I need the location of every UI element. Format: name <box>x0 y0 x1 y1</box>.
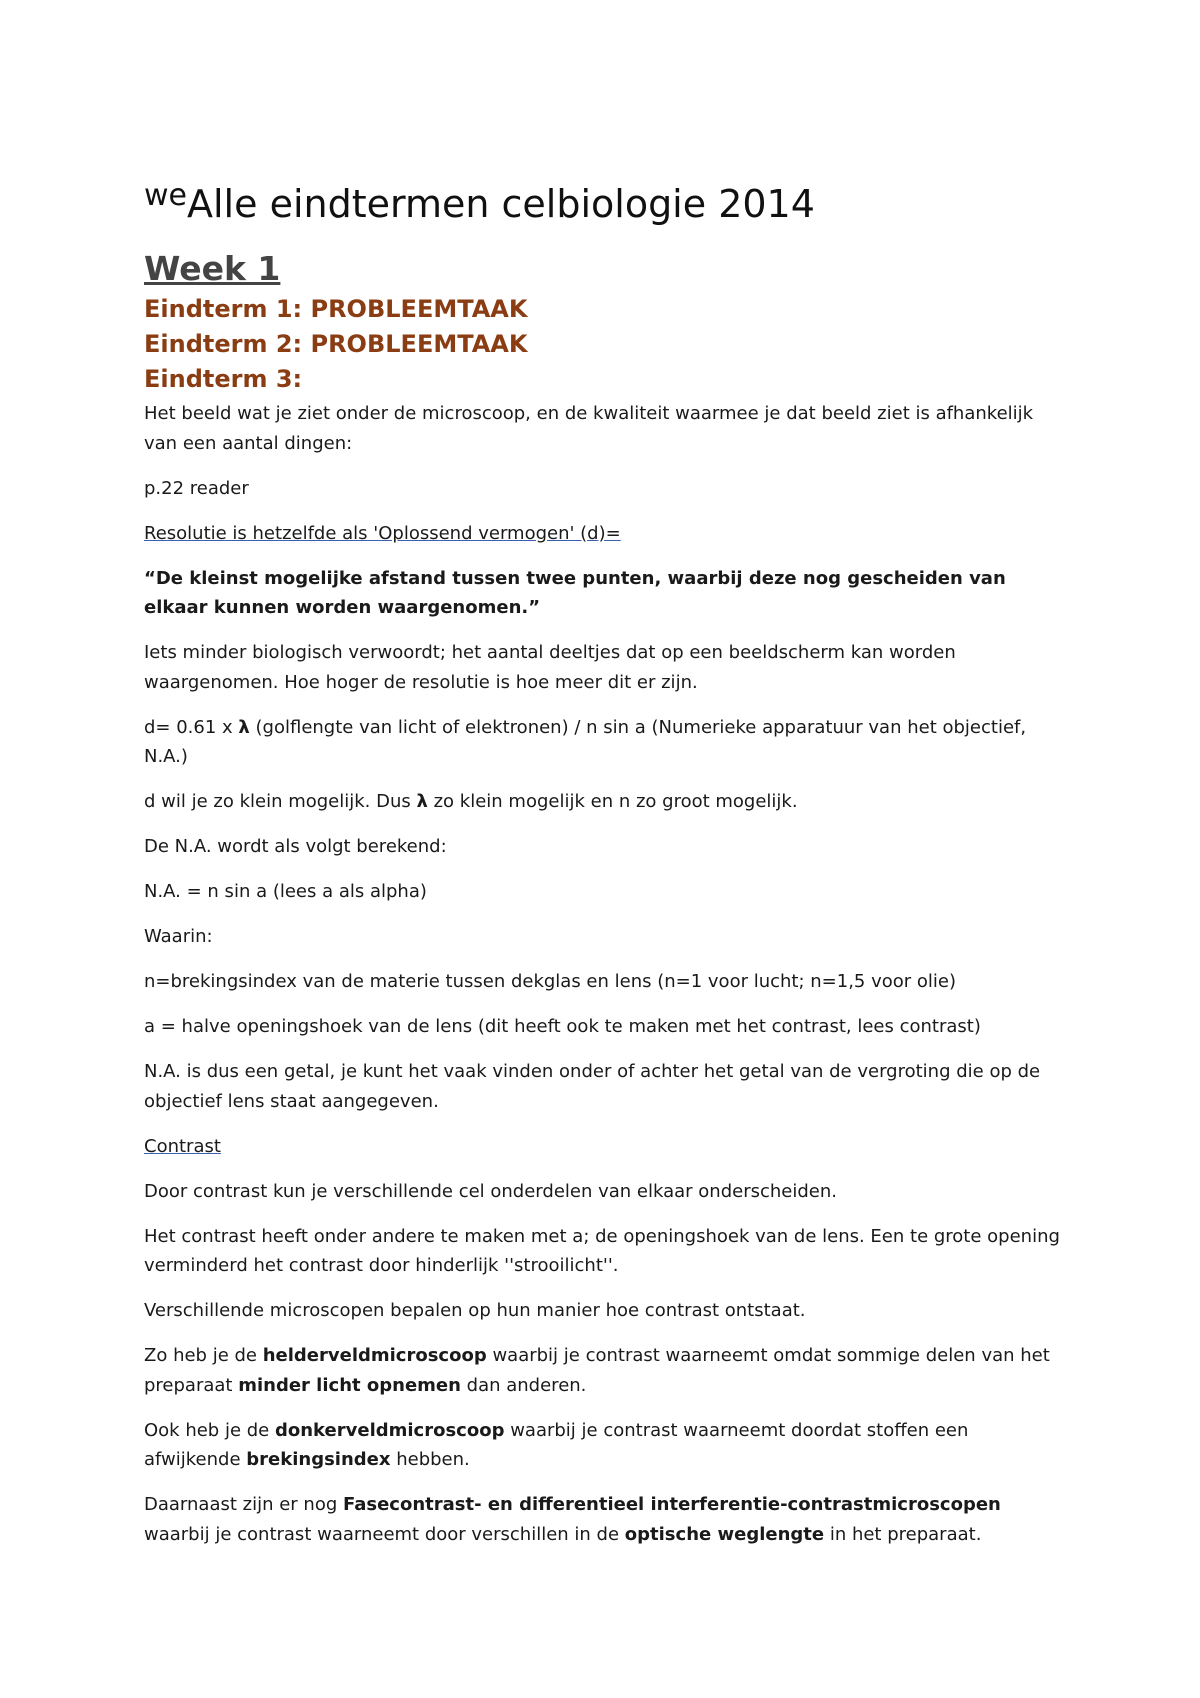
paragraph-contrast-3: Verschillende microscopen bepalen op hun manier hoe contrast ontstaat. <box>144 1300 806 1321</box>
week-heading: Week 1 <box>144 249 281 288</box>
helderveld-part-c: waarbij je contrast waarneemt omdat sommige delen van het preparaat <box>144 1345 1050 1396</box>
paragraph-brekingsindex: n=brekingsindex van de materie tussen dekglas en lens (n=1 voor lucht; n=1,5 voor olie) <box>144 971 957 992</box>
paragraph-helderveld <box>144 1341 1064 1400</box>
paragraph-openingshoek: a = halve openingshoek van de lens (dit heeft ook te maken met het contrast, lees contrast) <box>144 1016 981 1037</box>
fasecontrast-part-e: in het preparaat. <box>824 1523 982 1545</box>
eindterm-2-heading: Eindterm 2: PROBLEEMTAAK <box>144 330 528 358</box>
helderveld-bold-1: helderveldmicroscoop <box>262 1345 487 1366</box>
paragraph-contrast-1: Door contrast kun je verschillende cel onderdelen van elkaar onderscheiden. <box>144 1180 837 1202</box>
paragraph-definition <box>144 564 1064 623</box>
donkerveld-bold-2: brekingsindex <box>246 1449 391 1470</box>
eindterm-3-heading: Eindterm 3: <box>144 365 303 393</box>
lambda-symbol: λ <box>416 791 428 812</box>
formula-d-part-b: (golflengte van licht of elektronen) / n sin a (Numerieke apparatuur van het objectief, N.A.) <box>144 716 1027 767</box>
d-small-part-b: zo klein mogelijk en n zo groot mogelijk. <box>427 791 798 812</box>
donkerveld-part-c: waarbij je contrast waarneemt doordat stoffen een afwijkende <box>144 1419 969 1470</box>
helderveld-bold-2: minder licht opnemen <box>238 1374 461 1396</box>
document-body <box>144 168 1064 1565</box>
paragraph-na-intro: De N.A. wordt als volgt berekend: <box>144 836 447 857</box>
definition-bold: “De kleinst mogelijke afstand tussen twee punten, waarbij deze nog gescheiden van elkaar kunnen worden waargenomen.” <box>144 567 1006 618</box>
paragraph-waarin: Waarin: <box>144 926 213 947</box>
fasecontrast-bold-1: Fasecontrast- en differentieel interferentie-contrastmicroscopen <box>342 1494 1001 1515</box>
title-prefix: we <box>144 178 187 213</box>
fasecontrast-part-c: waarbij je contrast waarneemt door verschillen in de <box>144 1523 625 1545</box>
paragraph-reader-ref: p.22 reader <box>144 477 249 499</box>
paragraph-contrast-2: Het contrast heeft onder andere te maken met a; de openingshoek van de lens. Een te grote opening verminderd het contrast door hinderlijk ''strooilicht''. <box>144 1225 1060 1276</box>
formula-d-part-a: d= 0.61 x <box>144 716 239 738</box>
resolutie-underlined: Resolutie is hetzelfde als 'Oplossend vermogen' (d)= <box>144 522 621 544</box>
paragraph-fasecontrast <box>144 1490 1064 1549</box>
paragraph-intro: Het beeld wat je ziet onder de microscoop, en de kwaliteit waarmee je dat beeld ziet is afhankelijk van een aantal dingen: <box>144 403 1034 454</box>
paragraph-d-small <box>144 787 1064 817</box>
paragraph-donkerveld <box>144 1416 1064 1475</box>
helderveld-part-e: dan anderen. <box>460 1374 587 1396</box>
lambda-symbol: λ <box>238 716 250 738</box>
donkerveld-bold-1: donkerveldmicroscoop <box>274 1419 505 1441</box>
paragraph-na-formula: N.A. = n sin a (lees a als alpha) <box>144 881 427 902</box>
title-main: Alle eindtermen celbiologie 2014 <box>187 182 815 226</box>
donkerveld-part-a: Ook heb je de <box>144 1419 275 1441</box>
fasecontrast-bold-2: optische weglengte <box>624 1523 825 1545</box>
contrast-underlined: Contrast <box>144 1135 221 1157</box>
paragraph-na-getal: N.A. is dus een getal, je kunt het vaak vinden onder of achter het getal van de vergroting die op de objectief lens staat aangegeven. <box>144 1061 1041 1112</box>
d-small-part-a: d wil je zo klein mogelijk. Dus <box>144 791 417 812</box>
paragraph-resolutie <box>144 519 1064 549</box>
paragraph-contrast-heading <box>144 1132 1064 1162</box>
document-title <box>144 168 1064 232</box>
paragraph-formula-d <box>144 713 1064 772</box>
paragraph-explanation: Iets minder biologisch verwoordt; het aantal deeltjes dat op een beeldscherm kan worden waargenomen. Hoe hoger de resolutie is hoe meer dit er zijn. <box>144 642 956 693</box>
helderveld-part-a: Zo heb je de <box>144 1345 263 1366</box>
fasecontrast-part-a: Daarnaast zijn er nog <box>144 1494 343 1515</box>
eindterm-1-heading: Eindterm 1: PROBLEEMTAAK <box>144 295 528 323</box>
donkerveld-part-e: hebben. <box>390 1449 470 1470</box>
